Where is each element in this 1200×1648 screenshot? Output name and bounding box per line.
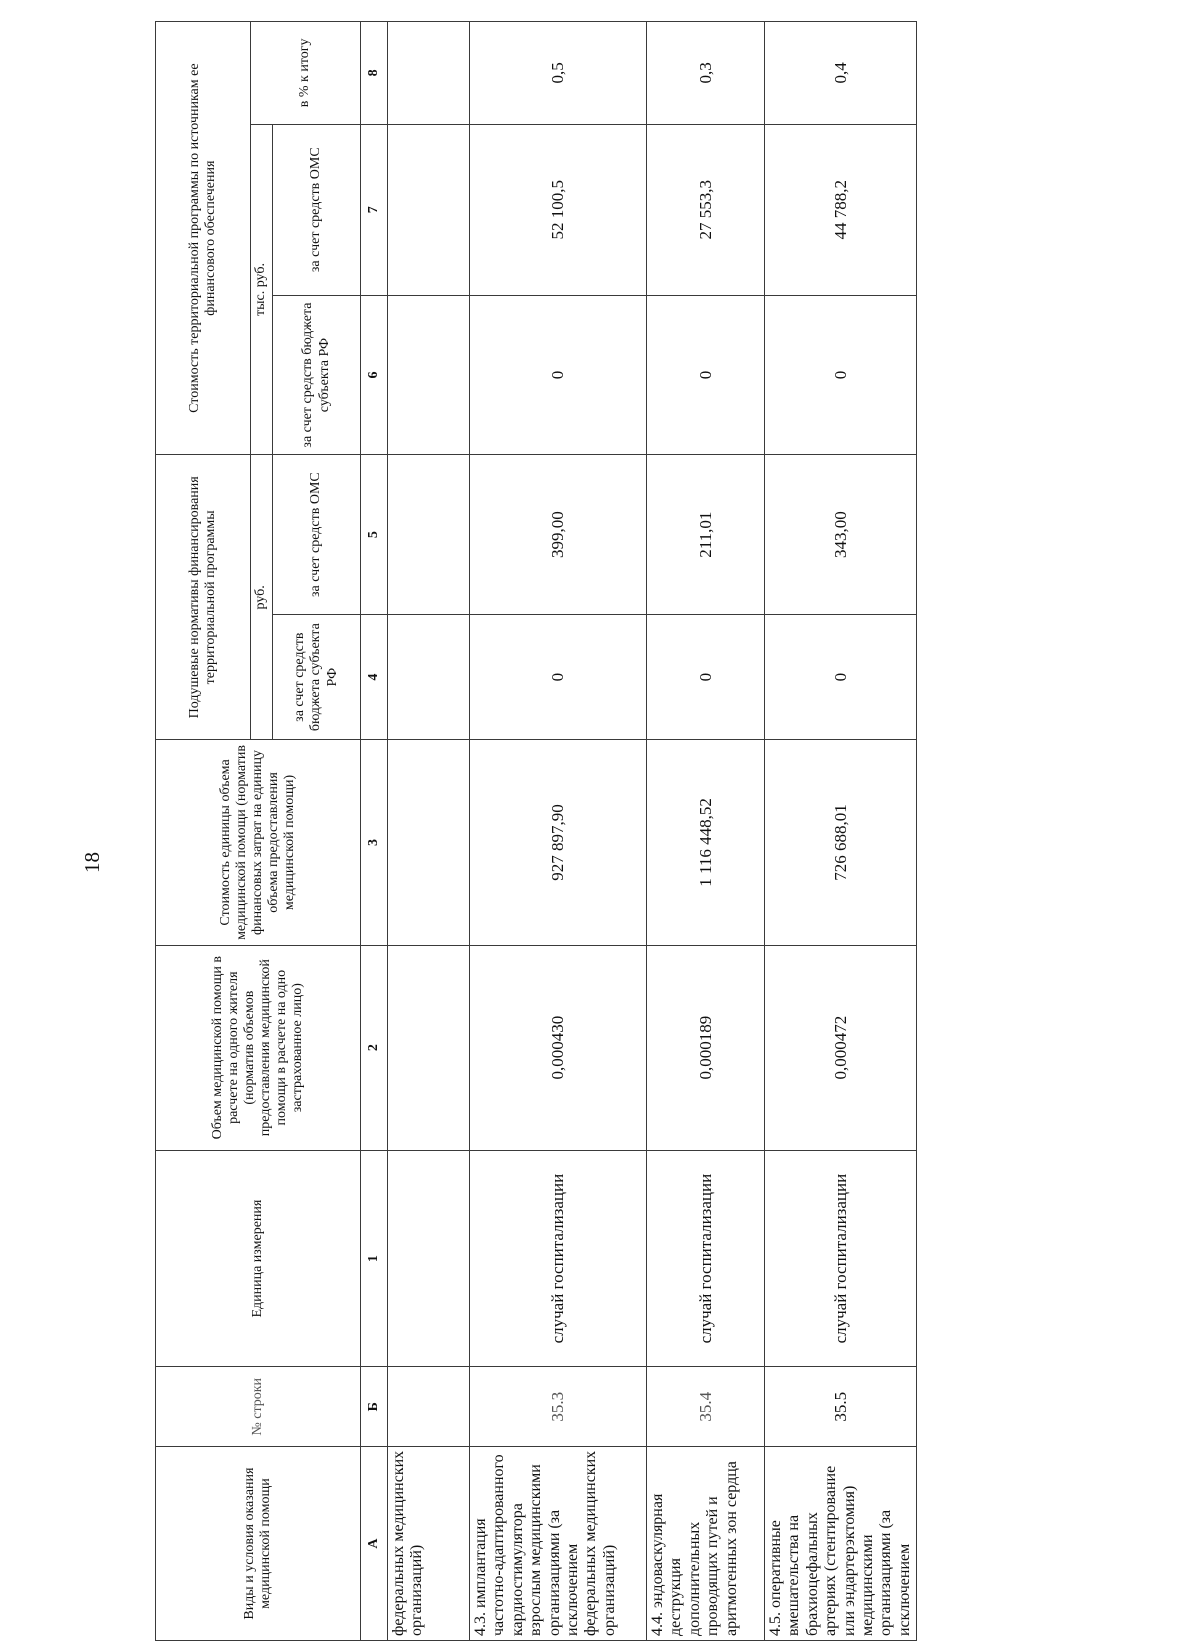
row-line: 35.5 [765, 1367, 917, 1447]
row-percent [388, 22, 470, 125]
row-pc-oms: 399,00 [470, 455, 647, 615]
row-volume: 0,000189 [647, 945, 765, 1150]
col-number: А [361, 1447, 388, 1641]
header-line-number: № строки [156, 1367, 361, 1447]
row-volume [388, 945, 470, 1150]
table-row [765, 22, 917, 1641]
row-cost-budget: 0 [470, 295, 647, 455]
row-percent: 0,5 [470, 22, 647, 125]
header-cost-oms: за счет средств ОМС [273, 124, 361, 295]
table-row [388, 22, 470, 1641]
col-number: 1 [361, 1150, 388, 1367]
row-pc-budget: 0 [470, 614, 647, 739]
row-cost-budget: 0 [765, 295, 917, 455]
col-number: 4 [361, 614, 388, 739]
header-per-capita-unit: руб. [251, 455, 273, 740]
header-unit-cost: Стоимость единицы объема медицинской помощи (норматив финансовых затрат на единицу объема предоставления медицинской помощи) [156, 740, 361, 945]
header-cost-unit: тыс. руб. [251, 124, 273, 455]
row-name: федеральных медицинских организаций) [388, 1447, 470, 1641]
row-pc-budget [388, 614, 470, 739]
row-volume: 0,000430 [470, 945, 647, 1150]
header-percent: в % к итогу [251, 22, 361, 125]
row-percent: 0,3 [647, 22, 765, 125]
row-unit-cost [388, 740, 470, 945]
header-kinds: Виды и условия оказания медицинской помощи [156, 1447, 361, 1641]
header-cost-group: Стоимость территориальной программы по источникам ее финансового обеспечения [156, 22, 251, 455]
row-volume: 0,000472 [765, 945, 917, 1150]
row-cost-oms: 44 788,2 [765, 124, 917, 295]
row-cost-oms [388, 124, 470, 295]
header-cost-budget: за счет средств бюджета субъекта РФ [273, 295, 361, 455]
row-name: 4.3. имплантация частотно-адаптированного кардиостимулятора взрослым медицинскими организациями (за исключением федеральных медицинских организаций) [470, 1447, 647, 1641]
col-number: 7 [361, 124, 388, 295]
financing-table [155, 21, 917, 1641]
row-name: 4.5. оперативные вмешательства на брахиоцефальных артериях (стентирование или эндартерэктомия) медицинскими организациями (за исключением [765, 1447, 917, 1641]
col-number: 5 [361, 455, 388, 615]
row-name: 4.4. эндоваскулярная деструкция дополнительных проводящих путей и аритмогенных зон сердца [647, 1447, 765, 1641]
table-row [647, 22, 765, 1641]
header-per-capita: Подушевые нормативы финансирования территориальной программы [156, 455, 251, 740]
row-cost-budget [388, 295, 470, 455]
row-line: 35.4 [647, 1367, 765, 1447]
row-unit-cost: 726 688,01 [765, 740, 917, 945]
row-unit: случай госпитализации [647, 1150, 765, 1367]
row-pc-oms: 343,00 [765, 455, 917, 615]
row-cost-budget: 0 [647, 295, 765, 455]
row-unit [388, 1150, 470, 1367]
col-number: 2 [361, 945, 388, 1150]
col-number: 8 [361, 22, 388, 125]
header-pc-budget: за счет средств бюджета субъекта РФ [273, 614, 361, 739]
col-number: Б [361, 1367, 388, 1447]
row-pc-budget: 0 [647, 614, 765, 739]
row-pc-oms [388, 455, 470, 615]
header-pc-oms: за счет средств ОМС [273, 455, 361, 615]
row-line [388, 1367, 470, 1447]
row-line: 35.3 [470, 1367, 647, 1447]
table-row [470, 22, 647, 1641]
row-unit-cost: 1 116 448,52 [647, 740, 765, 945]
header-volume: Объем медицинской помощи в расчете на одного жителя (норматив объемов предоставления медицинской помощи в расчете на одно застрахованное лицо) [156, 945, 361, 1150]
col-number: 3 [361, 740, 388, 945]
row-pc-budget: 0 [765, 614, 917, 739]
row-pc-oms: 211,01 [647, 455, 765, 615]
row-cost-oms: 27 553,3 [647, 124, 765, 295]
row-percent: 0,4 [765, 22, 917, 125]
row-cost-oms: 52 100,5 [470, 124, 647, 295]
header-unit: Единица измерения [156, 1150, 361, 1367]
page-number: 18 [80, 852, 104, 873]
row-unit: случай госпитализации [765, 1150, 917, 1367]
col-number: 6 [361, 295, 388, 455]
row-unit: случай госпитализации [470, 1150, 647, 1367]
rotated-table-container [155, 21, 915, 1641]
row-unit-cost: 927 897,90 [470, 740, 647, 945]
